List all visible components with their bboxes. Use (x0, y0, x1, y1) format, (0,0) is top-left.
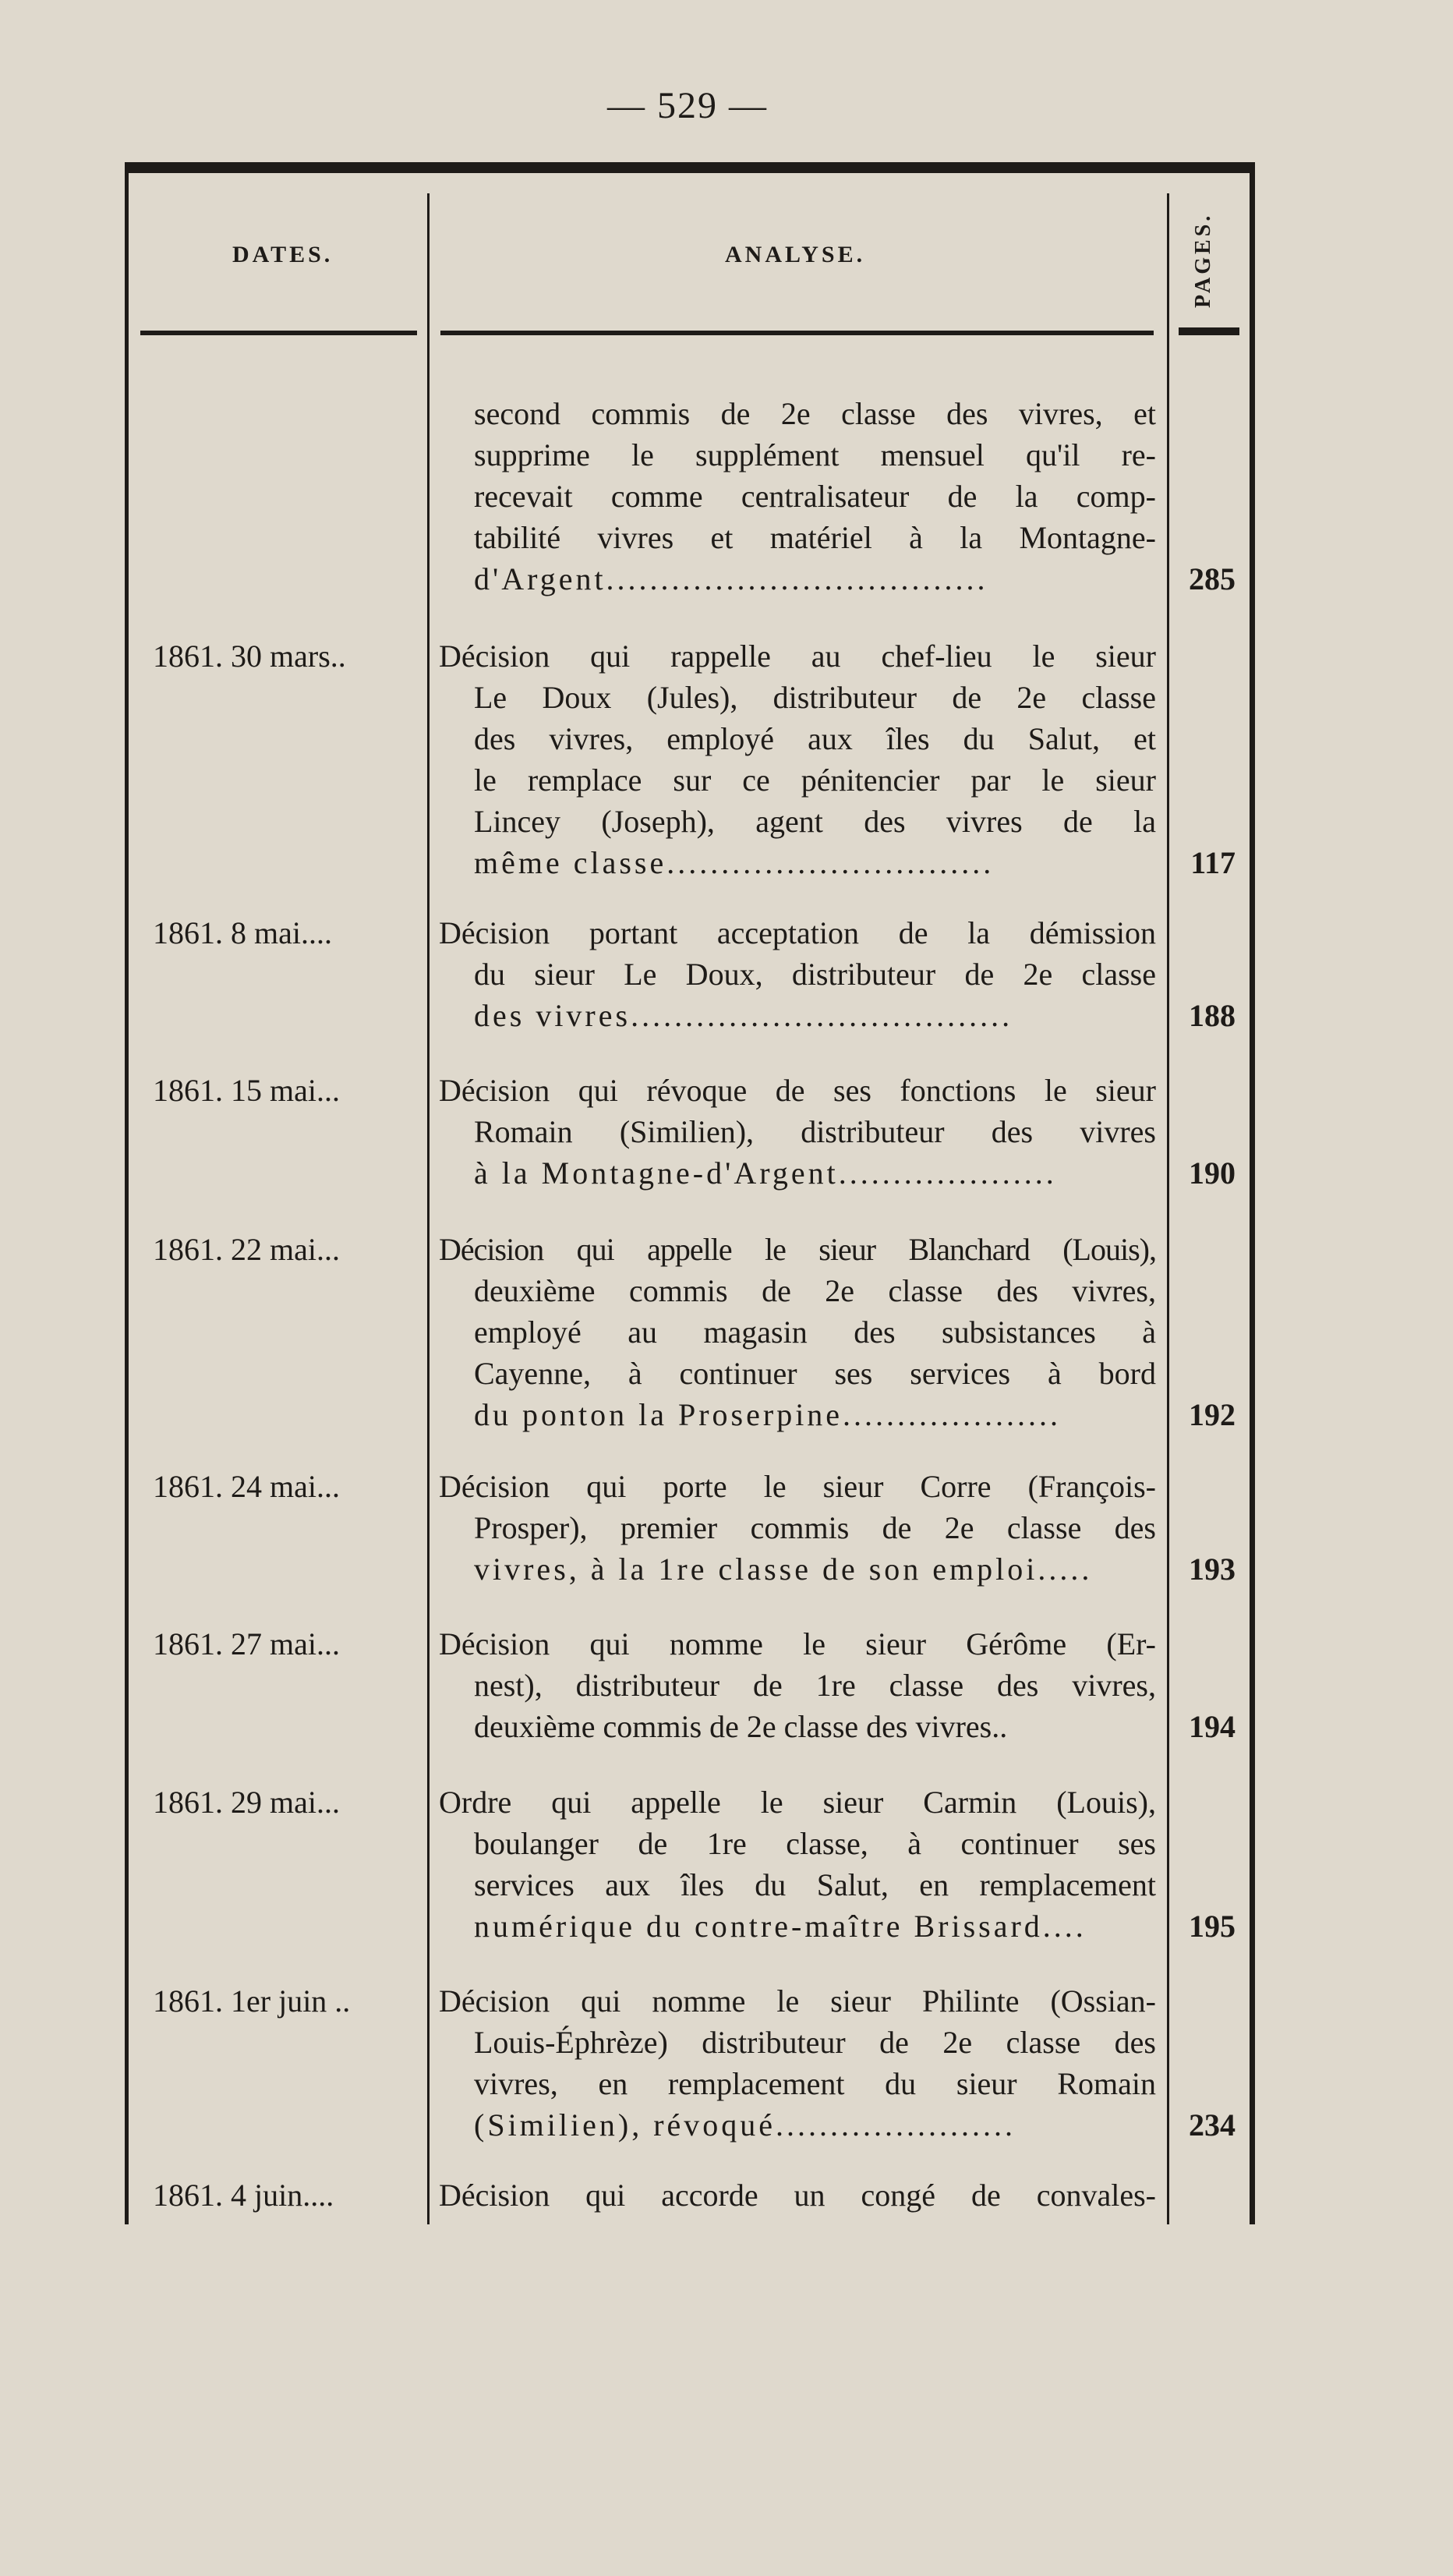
entry-date: 1861. 8 mai.... (153, 915, 332, 950)
entry-date: 1861. 22 mai... (153, 1232, 340, 1267)
entry-line: d'Argent................................... (474, 561, 988, 596)
entry-analysis (439, 1466, 1156, 1590)
entry-line: Décision portant acceptation de la démission (439, 915, 1156, 950)
entry-line: nest), distributeur de 1re classe des vivres, (474, 1668, 1156, 1703)
entry-line: supprime le supplément mensuel qu'il re- (474, 437, 1156, 472)
entry-line: du sieur Le Doux, distributeur de 2e classe (474, 957, 1156, 992)
entry-date: 1861. 27 mai... (153, 1626, 340, 1661)
entry-analysis (439, 393, 1156, 600)
entry-line: deuxième commis de 2e classe des vivres, (474, 1273, 1156, 1308)
entry-line: vivres, à la 1re classe de son emploi..... (474, 1552, 1093, 1587)
analyse-column-header: ANALYSE. (725, 242, 866, 267)
entry-line: des vivres................................... (474, 998, 1013, 1033)
entry-line: second commis de 2e classe des vivres, et (474, 396, 1156, 431)
pages-column-header: PAGES. (1191, 212, 1215, 308)
page-number: — 529 — (607, 85, 768, 126)
entry-analysis (439, 1782, 1156, 1947)
entry-analysis (439, 635, 1156, 883)
entry-line: Décision qui accorde un congé de convales- (439, 2178, 1156, 2213)
entry-analysis (439, 1623, 1156, 1747)
entry-line: Romain (Similien), distributeur des vivres (474, 1114, 1156, 1149)
entry-line: Cayenne, à continuer ses services à bord (474, 1356, 1156, 1391)
entry-date: 1861. 15 mai... (153, 1073, 340, 1108)
table-left-rule (125, 162, 129, 2224)
entry-analysis (439, 1980, 1156, 2146)
entry-line: numérique du contre-maître Brissard.... (474, 1909, 1087, 1944)
entry-line: Prosper), premier commis de 2e classe des (474, 1510, 1156, 1545)
header-rule-pages (1179, 327, 1239, 335)
entry-line: deuxième commis de 2e classe des vivres.. (474, 1709, 1008, 1744)
pages-column-divider (1167, 193, 1169, 2224)
entry-line: (Similien), révoqué...................... (474, 2107, 1016, 2143)
entry-line: Ordre qui appelle le sieur Carmin (Louis), (439, 1785, 1156, 1820)
header-rule-dates (140, 331, 417, 335)
entry-line: Lincey (Joseph), agent des vivres de la (474, 804, 1156, 839)
entry-date: 1861. 29 mai... (153, 1785, 340, 1820)
entry-line: à la Montagne-d'Argent.................... (474, 1155, 1057, 1191)
table-right-rule (1250, 162, 1255, 2224)
table-top-rule (125, 162, 1253, 173)
entry-line: Décision qui porte le sieur Corre (François- (439, 1469, 1156, 1504)
entry-page-ref: 195 (1189, 1909, 1236, 1944)
entry-date: 1861. 1er juin .. (153, 1983, 351, 2019)
entry-page-ref: 194 (1189, 1709, 1236, 1744)
entry-line: boulanger de 1re classe, à continuer ses (474, 1826, 1156, 1861)
entry-line: employé au magasin des subsistances à (474, 1315, 1156, 1350)
header-rule-analyse (440, 331, 1154, 335)
entry-page-ref: 285 (1189, 561, 1236, 596)
entry-line: Décision qui rappelle au chef-lieu le sieur (439, 639, 1156, 674)
entry-line: services aux îles du Salut, en remplacement (474, 1867, 1156, 1902)
entry-line: du ponton la Proserpine.................... (474, 1397, 1062, 1432)
dates-column-header: DATES. (232, 242, 334, 267)
entry-line: des vivres, employé aux îles du Salut, et (474, 721, 1156, 756)
entry-line: le remplace sur ce pénitencier par le sieur (474, 763, 1156, 798)
entry-line: vivres, en remplacement du sieur Romain (474, 2066, 1156, 2101)
entry-page-ref: 117 (1190, 845, 1236, 880)
entry-date: 1861. 30 mars.. (153, 639, 346, 674)
entry-line: recevait comme centralisateur de la comp- (474, 479, 1156, 514)
entry-line: même classe.............................. (474, 845, 995, 880)
entry-date: 1861. 4 juin.... (153, 2178, 334, 2213)
entry-line: Décision qui nomme le sieur Philinte (Ossian- (439, 1983, 1156, 2019)
entry-line: Le Doux (Jules), distributeur de 2e classe (474, 680, 1156, 715)
entry-line: Louis-Éphrèze) distributeur de 2e classe des (474, 2025, 1156, 2060)
entry-page-ref: 192 (1189, 1397, 1236, 1432)
dates-column-divider (427, 193, 430, 2224)
entry-line: tabilité vivres et matériel à la Montagne- (474, 520, 1156, 555)
entry-page-ref: 193 (1189, 1552, 1236, 1587)
entry-line: Décision qui révoque de ses fonctions le sieur (439, 1073, 1156, 1108)
entry-date: 1861. 24 mai... (153, 1469, 340, 1504)
entry-analysis (439, 2174, 1156, 2216)
entry-analysis (439, 1229, 1156, 1435)
entry-line: Décision qui appelle le sieur Blanchard (Louis), (439, 1232, 1156, 1267)
entry-analysis (439, 1070, 1156, 1194)
entry-analysis (439, 912, 1156, 1036)
entry-line: Décision qui nomme le sieur Gérôme (Er- (439, 1626, 1156, 1661)
entry-page-ref: 190 (1189, 1155, 1236, 1191)
entry-page-ref: 234 (1189, 2107, 1236, 2143)
entry-page-ref: 188 (1189, 998, 1236, 1033)
